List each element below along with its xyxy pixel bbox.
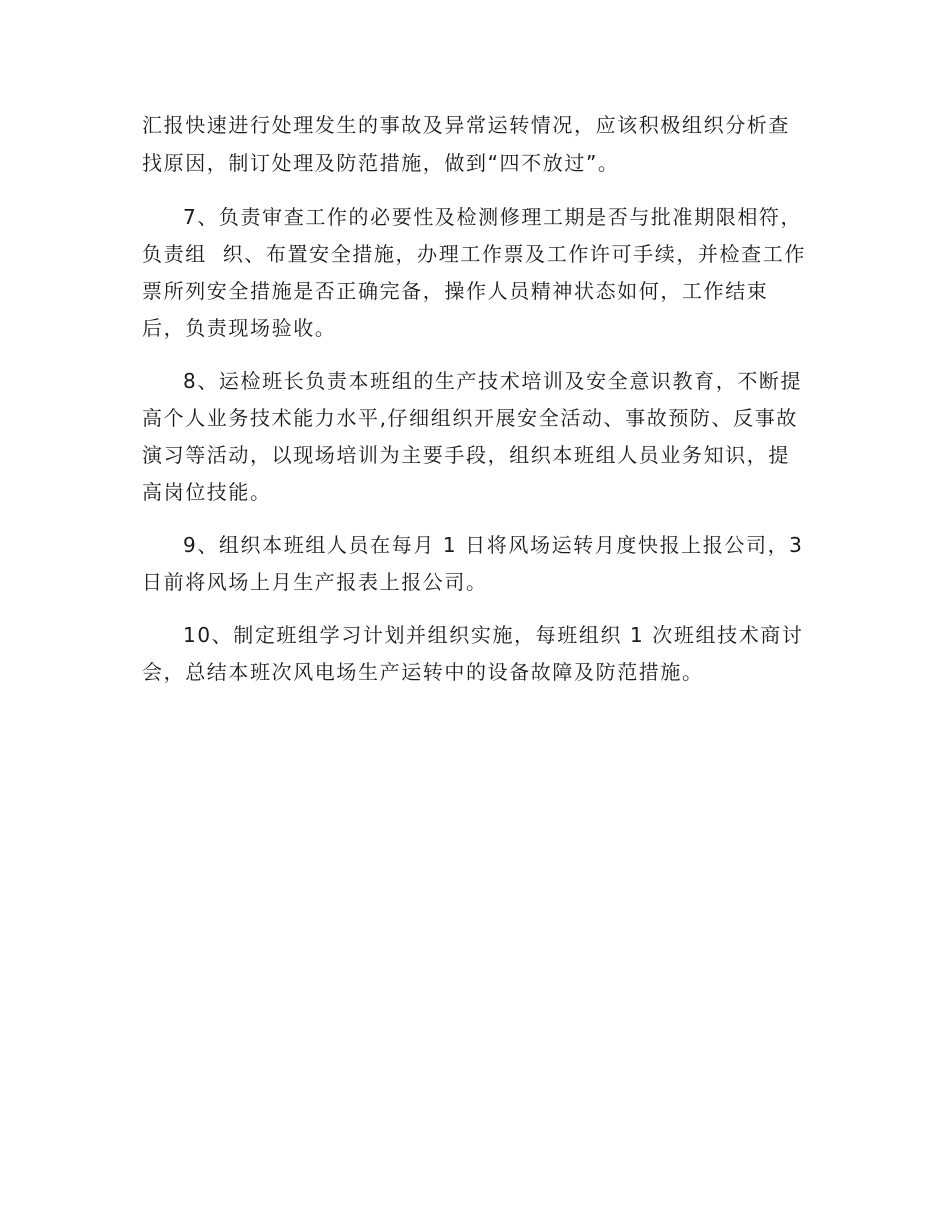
paragraph-10-line-1: 10、制定班组学习计划并组织实施，每班组织 1 次班组技术商讨 — [183, 623, 804, 647]
paragraph-7-line-3: 票所列安全措施是否正确完备，操作人员精神状态如何，工作结束 — [142, 279, 769, 303]
paragraph-8-line-1: 8、运检班长负责本班组的生产技术培训及安全意识教育，不断提 — [183, 369, 803, 393]
paragraph-8-line-2: 高个人业务技术能力水平,仔细组织开展安全活动、事故预防、反事故 — [142, 406, 798, 430]
paragraph-7-line-2: 负责组 织、布置安全措施，办理工作票及工作许可手续，并检查工作 — [142, 242, 806, 266]
paragraph-7-line-4: 后，负责现场验收。 — [142, 316, 337, 340]
paragraph-6-line-1: 汇报快速进行处理发生的事故及异常运转情况，应该积极组织分析查 — [142, 113, 790, 137]
paragraph-10-line-2: 会，总结本班次风电场生产运转中的设备故障及防范措施。 — [142, 660, 704, 684]
paragraph-8-line-4: 高岗位技能。 — [142, 480, 272, 504]
paragraph-6-line-2: 找原因，制订处理及防范措施，做到“四不放过”。 — [142, 151, 620, 175]
paragraph-9-line-1: 9、组织本班组人员在每月 1 日将风场运转月度快报上报公司，3 — [183, 533, 804, 557]
paragraph-8-line-3: 演习等活动，以现场培训为主要手段，组织本班组人员业务知识，提 — [142, 443, 790, 467]
paragraph-9-line-2: 日前将风场上月生产报表上报公司。 — [142, 570, 488, 594]
paragraph-7-line-1: 7、负责审查工作的必要性及检测修理工期是否与批准期限相符， — [183, 205, 803, 229]
